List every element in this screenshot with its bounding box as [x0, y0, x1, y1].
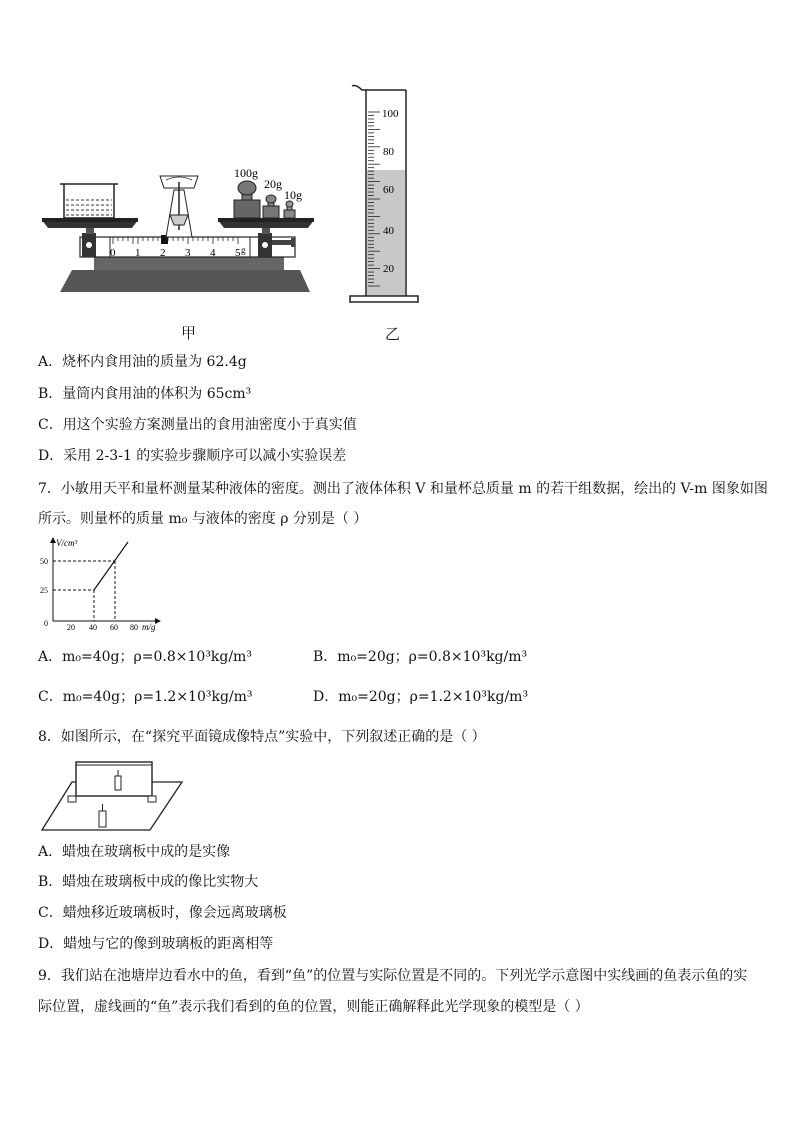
- graph-xtick-20: 20: [67, 623, 75, 632]
- graph-origin: 0: [44, 619, 48, 628]
- graph-xtick-80: 80: [130, 623, 138, 632]
- balance-unit: g: [241, 245, 246, 255]
- graph-xtick-40: 40: [89, 623, 97, 632]
- q8-option-c: C．蜡烛移近玻璃板时，像会远离玻璃板: [38, 905, 287, 921]
- figure-balance-and-cylinder: [0, 0, 794, 340]
- balance-tick-5: 5: [235, 247, 241, 259]
- q9-stem-line2: 际位置，虚线画的“鱼”表示我们看到的鱼的位置，则能正确解释此光学现象的模型是（ ）: [38, 999, 589, 1015]
- q8-stem: 8．如图所示，在“探究平面镜成像特点”实验中，下列叙述正确的是（ ）: [38, 729, 486, 745]
- graph-ytick-25: 25: [40, 586, 48, 595]
- graph-xlabel: m/g: [142, 622, 156, 632]
- q7-option-b: B．m₀=20g；ρ=0.8×10³kg/m³: [313, 649, 528, 665]
- weight-label-20g: 20g: [264, 177, 282, 191]
- q8-option-d: D．蜡烛与它的像到玻璃板的距离相等: [38, 936, 274, 952]
- q9-stem-line1: 9．我们站在池塘岸边看水中的鱼，看到“鱼”的位置与实际位置是不同的。下列光学示意图中实线画的鱼表示鱼的实: [38, 968, 748, 984]
- q8-option-b: B．蜡烛在玻璃板中成的像比实物大: [38, 874, 259, 890]
- cylinder-tick-100: 100: [382, 108, 399, 120]
- q8-option-a: A．蜡烛在玻璃板中成的是实像: [38, 844, 231, 860]
- q6-option-a: A．烧杯内食用油的质量为 62.4g: [38, 354, 247, 370]
- caption-yi: 乙: [385, 325, 401, 343]
- balance-tick-1: 1: [135, 247, 141, 259]
- cylinder-tick-40: 40: [383, 225, 394, 237]
- q7-stem-line2: 所示。则量杯的质量 m₀ 与液体的密度 ρ 分别是（ ）: [38, 511, 368, 527]
- q7-option-c: C．m₀=40g；ρ=1.2×10³kg/m³: [38, 689, 253, 705]
- q8-mirror-experiment-figure: [38, 756, 186, 836]
- q7-option-a: A．m₀=40g；ρ=0.8×10³kg/m³: [38, 649, 252, 665]
- cylinder-tick-60: 60: [383, 184, 394, 196]
- q7-v-m-graph: [30, 534, 180, 634]
- cylinder-tick-20: 20: [383, 263, 394, 275]
- graph-ylabel: V/cm³: [56, 538, 78, 548]
- balance-tick-4: 4: [210, 247, 216, 259]
- weight-label-10g: 10g: [284, 188, 302, 202]
- balance-illustration: [42, 166, 314, 292]
- q6-option-b: B．量筒内食用油的体积为 65cm³: [38, 386, 252, 402]
- balance-tick-3: 3: [185, 247, 191, 259]
- q7-stem-line1: 7．小敏用天平和量杯测量某种液体的密度。测出了液体体积 V 和量杯总质量 m 的若干组数据，绘出的 V-m 图象如图: [38, 481, 768, 497]
- weight-label-100g: 100g: [234, 166, 258, 180]
- graph-xtick-60: 60: [110, 623, 118, 632]
- q7-option-d: D．m₀=20g；ρ=1.2×10³kg/m³: [313, 689, 529, 705]
- balance-tick-2: 2: [160, 247, 166, 259]
- balance-tick-0: 0: [110, 247, 116, 259]
- caption-jia: 甲: [181, 324, 197, 342]
- cylinder-tick-80: 80: [383, 146, 394, 158]
- q6-option-c: C．用这个实验方案测量出的食用油密度小于真实值: [38, 417, 357, 433]
- q6-option-d: D．采用 2-3-1 的实验步骤顺序可以减小实验误差: [38, 448, 347, 464]
- cylinder-illustration: [350, 86, 418, 303]
- graph-ytick-50: 50: [40, 557, 48, 566]
